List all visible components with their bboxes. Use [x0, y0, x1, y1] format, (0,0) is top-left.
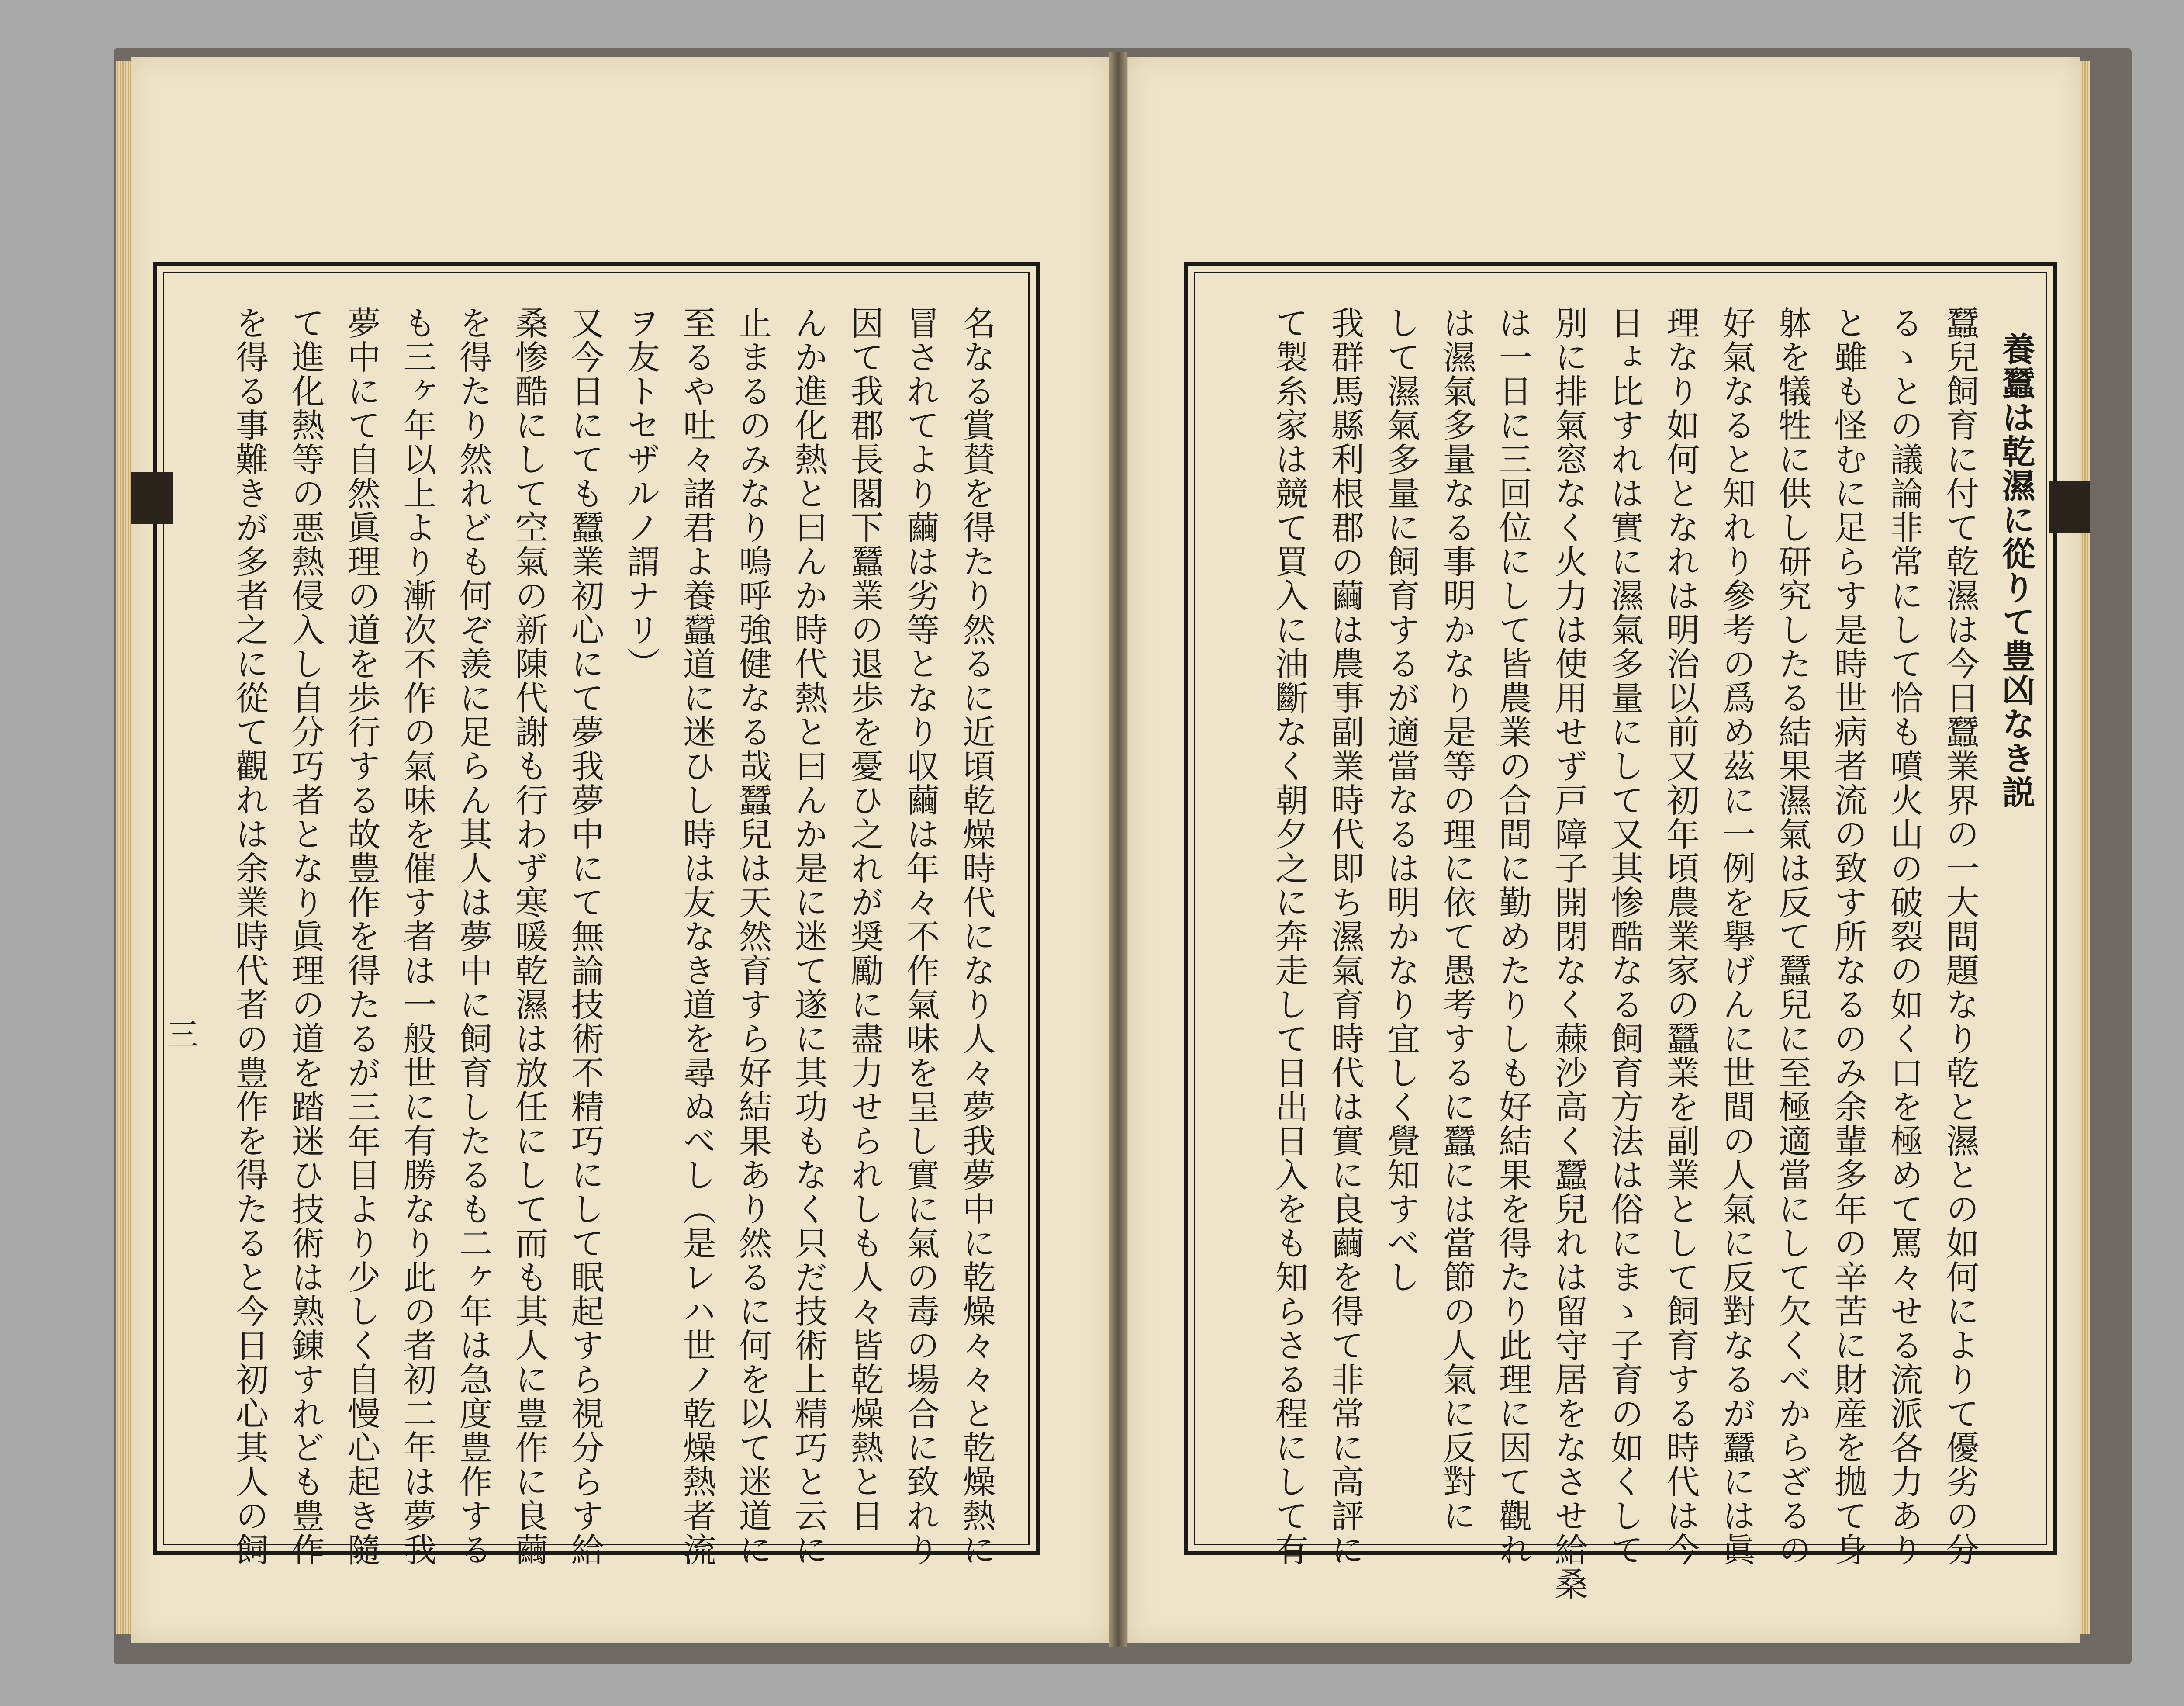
page-folio: 三 — [162, 1018, 198, 1049]
text-line: 因て我郡長閣下蠶業の退歩を憂ひ之れが奨勵に盡力せられしも人々皆乾燥熱と日 — [845, 306, 884, 1533]
text-line: て製糸家は競て買入に油斷なく朝夕之に奔走して日出日入をも知らさる程にして有 — [1270, 306, 1309, 1567]
text-line: 別に排氣窓なく火力は使用せず戸障子開閉なく蕀沙高く蠶兒れは留守居をなさせ給桑 — [1549, 306, 1588, 1601]
text-line: は濕氣多量なる事明かなり是等の理に依て愚考するに蠶には當節の人氣に反對に — [1438, 306, 1476, 1533]
text-line: 止まるのみなり嗚呼強健なる哉蠶兒は天然育すら好結果あり然るに何を以て迷道に — [733, 306, 772, 1567]
text-line: るゝとの議論非常にして恰も噴火山の破裂の如く口を極めて罵々せる流派各力あり — [1885, 306, 1924, 1567]
text-line: を得る事難きが多者之に從て觀れは余業時代者の豊作を得たると今日初心其人の飼 — [230, 306, 269, 1567]
text-line: 好氣なると知れり參考の爲め茲に一例を擧げんに世間の人氣に反對なるが蠶には眞 — [1717, 306, 1756, 1567]
text-line: 夢中にて自然眞理の道を歩行する故豊作を得たるが三年目より少しく自慢心起き隨 — [342, 306, 381, 1567]
text-line: 至るや吐々諸君よ養蠶道に迷ひし時は友なき道を尋ぬべし（是レハ世ノ乾燥熱者流 — [677, 306, 716, 1567]
left-page-text — [183, 306, 1004, 1567]
book-gutter — [1109, 52, 1127, 1647]
text-line: は一日に三回位にして皆農業の合間に勤めたりしも好結果を得たり此理に因て觀れ — [1493, 306, 1532, 1567]
text-line: も三ヶ年以上より漸次不作の氣味を催す者は一般世に有勝なり此の者初二年は夢我 — [398, 306, 437, 1567]
article-heading: 養蠶は乾濕に從りて豊凶なき説 — [1997, 332, 2035, 809]
thread-tab-right — [2049, 481, 2090, 533]
text-line: 我群馬縣利根郡の繭は農事副業時代即ち濕氣育時代は實に良繭を得て非常に高評に — [1326, 306, 1365, 1567]
text-line: と雖も怪むに足らす是時世病者流の致す所なるのみ余輩多年の辛苦に財産を拋て身 — [1829, 306, 1868, 1567]
text-line: んか進化熱と曰んか時代熱と曰んか是に迷て遂に其功もなく只だ技術上精巧と云に — [789, 306, 828, 1567]
text-line: 躰を犠牲に供し研究したる結果濕氣は反て蠶兒に至極適當にして欠くべからざるの — [1773, 306, 1812, 1567]
text-line: 桑惨酷にして空氣の新陳代謝も行わず寒暖乾濕は放任にして而も其人に豊作に良繭 — [510, 306, 549, 1567]
page-edge-left — [116, 61, 133, 1634]
text-line: を得たり然れども何ぞ羨に足らん其人は夢中に飼育したるも二ヶ年は急度豊作する — [454, 306, 493, 1567]
text-line: 理なり如何となれは明治以前又初年頃農業家の蠶業を副業として飼育する時代は今 — [1661, 306, 1700, 1567]
text-line: 日ょ比すれは實に濕氣多量にして又其惨酷なる飼育方法は俗にまゝ子育の如くして — [1605, 306, 1644, 1567]
text-line: て進化熱等の悪熱侵入し自分巧者となり眞理の道を踏迷ひ技術は熟錬すれども豊作 — [286, 306, 325, 1567]
text-line: 名なる賞賛を得たり然るに近頃乾燥時代になり人々夢我夢中に乾燥々々と乾燥熱に — [957, 306, 996, 1567]
text-line: ヲ友トセザルノ謂ナリ） — [622, 306, 660, 681]
right-page-text — [1236, 306, 2044, 1601]
text-line: 冒されてより繭は劣等となり収繭は年々不作氣味を呈し實に氣の毒の場合に致れり — [901, 306, 940, 1567]
text-line: して濕氣多量に飼育するが適當なるは明かなり宜しく覺知すべし — [1382, 306, 1420, 1294]
thread-tab-left — [131, 472, 173, 524]
text-line: 又今日にても蠶業初心にて夢我夢中にて無論技術不精巧にして眠起すら視分らす給 — [566, 306, 605, 1567]
text-line: 蠶兒飼育に付て乾濕は今日蠶業界の一大問題なり乾と濕との如何によりて優劣の分 — [1941, 306, 1980, 1567]
